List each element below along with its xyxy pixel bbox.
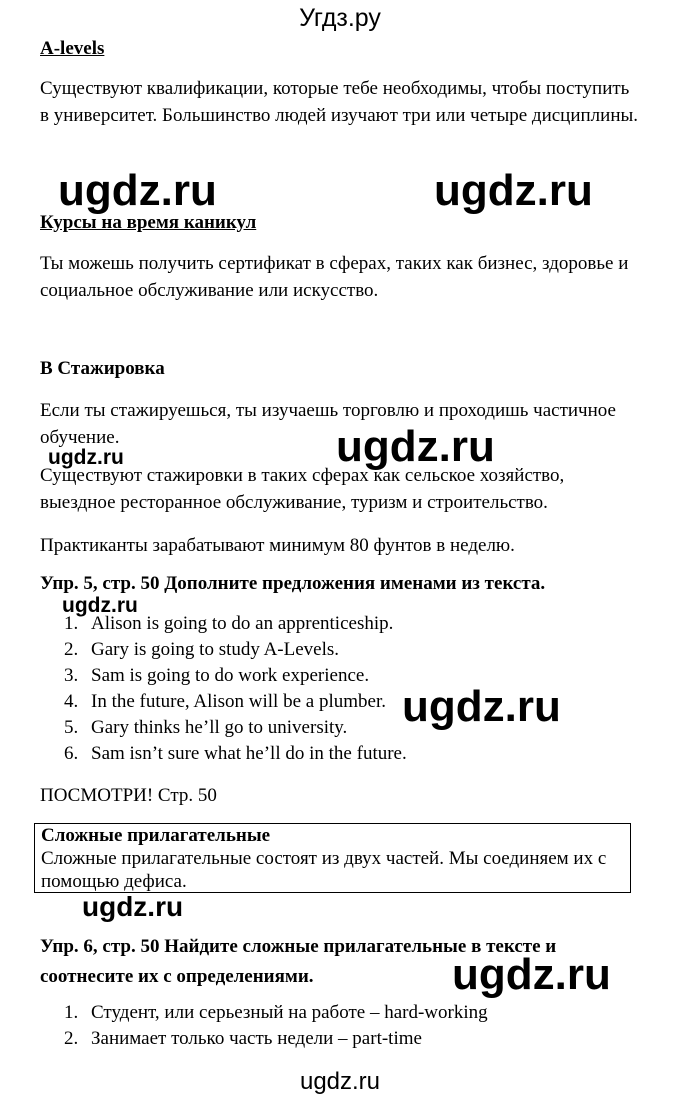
list-item [64,637,624,663]
watermark: ugdz.ru [58,166,217,215]
list-item [64,1000,624,1026]
item-text: Занимает только часть недели – part-time [91,1028,422,1049]
watermark: ugdz.ru [82,891,184,922]
info-box [34,823,631,893]
item-text: Sam is going to do work experience. [91,665,370,686]
item-number: 2. [64,639,79,660]
item-number: 3. [64,665,79,686]
holiday-courses-text: Ты можешь получить сертификат в сферах, таких как бизнес, здоровье и социальное обслуживание или искусство. [40,253,629,301]
watermark: ugdz.ru [452,950,611,999]
list-item [64,611,624,637]
footer-watermark: ugdz.ru [299,1068,381,1095]
look-note: ПОСМОТРИ! Стр. 50 [40,785,217,806]
item-number: 4. [64,691,79,712]
info-box-text: Сложные прилагательные состоят из двух частей. Мы соединяем их с помощью дефиса. [41,848,607,892]
a-levels-text: Существуют квалификации, которые тебе необходимы, чтобы поступить в университет. Большинство людей изучают три или четыре дисциплины. [40,78,639,126]
item-number: 1. [64,613,79,634]
a-levels-heading: A-levels [40,38,105,59]
watermark: ugdz.ru [336,422,495,471]
watermark: ugdz.ru [62,594,138,617]
item-number: 2. [64,1028,79,1049]
item-text: Alison is going to do an apprenticeship. [91,613,394,634]
item-number: 5. [64,717,79,738]
watermark: ugdz.ru [434,166,593,215]
internship-heading: B Стажировка [40,358,165,379]
list-item [64,1026,624,1052]
exercise6-list [64,1000,624,1052]
list-item [64,741,624,767]
item-text: In the future, Alison will be a plumber. [91,691,386,712]
holiday-courses-heading: Курсы на время каникул [40,212,257,233]
watermark: ugdz.ru [402,682,561,731]
info-box-title: Сложные прилагательные [41,825,271,846]
exercise5-title: Упр. 5, стр. 50 Дополните предложения именами из текста. [40,573,546,594]
item-text: Sam isn’t sure what he’ll do in the future. [91,743,407,764]
item-text: Gary thinks he’ll go to university. [91,717,348,738]
item-number: 6. [64,743,79,764]
internship-text-1: Если ты стажируешься, ты изучаешь торговлю и проходишь частичное обучение. [40,400,616,448]
internship-text-3: Практиканты зарабатывают минимум 80 фунтов в неделю. [40,535,515,556]
item-text: Gary is going to study A-Levels. [91,639,340,660]
item-number: 1. [64,1002,79,1023]
site-title: Угдз.ру [299,4,381,32]
item-text: Студент, или серьезный на работе – hard-working [91,1002,488,1023]
internship-text-2: Существуют стажировки в таких сферах как сельское хозяйство, выездное ресторанное обслуживание, туризм и строительство. [40,465,565,513]
exercise6-title: Упр. 6, стр. 50 Найдите сложные прилагательные в тексте и соотнесите их с определениями. [40,936,557,987]
watermark: ugdz.ru [48,446,124,469]
